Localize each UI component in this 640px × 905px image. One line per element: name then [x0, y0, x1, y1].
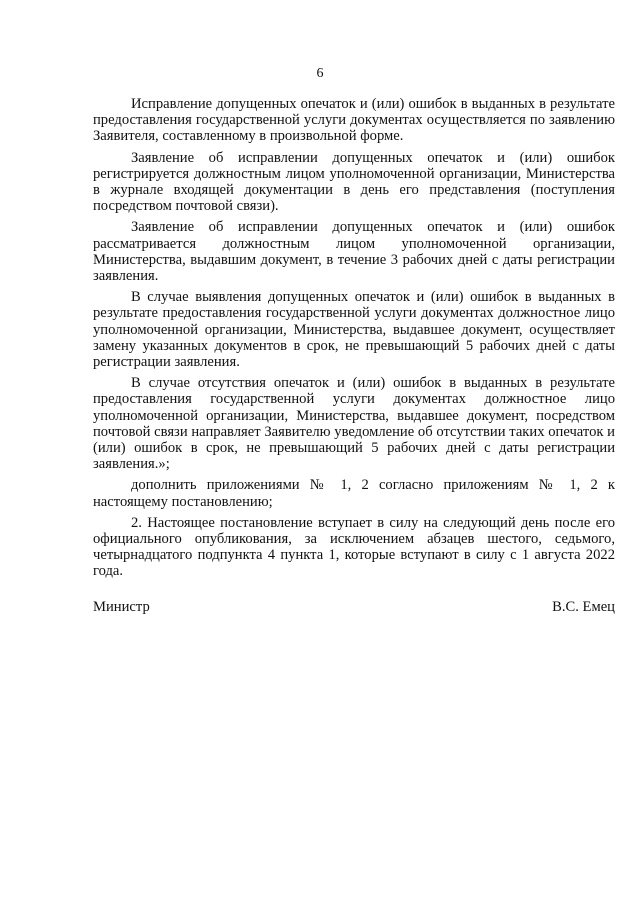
- paragraph-registration: Заявление об исправлении допущенных опечаток и (или) ошибок регистрируется должностным лицом уполномоченной организации, Министерства в журнале входящей документации в день его представления (поступления посредством почтовой связи).: [93, 149, 615, 215]
- signature-block: [93, 598, 615, 616]
- paragraph-review-period: Заявление об исправлении допущенных опечаток и (или) ошибок рассматривается должностным лицом уполномоченной организации, Министерства, выдавшим документ, в течение 3 рабочих дней с даты регистрации заявления.: [93, 219, 615, 285]
- paragraph-errors-found: В случае выявления допущенных опечаток и (или) ошибок в выданных в результате предоставления государственной услуги документах должностное лицо уполномоченной организации, Министерства, выдавшее документ, осуществляет замену указанных документов в срок, не превышающий 5 рабочих дней с даты регистрации заявления.: [93, 289, 615, 371]
- paragraph-corrections-basis: Исправление допущенных опечаток и (или) ошибок в выданных в результате предоставления государственной услуги документах осуществляется по заявлению Заявителя, составленному в произвольной форме.: [93, 96, 615, 145]
- document-body: [93, 96, 615, 585]
- page-number: 6: [316, 66, 324, 81]
- signatory-name: В.С. Емец: [552, 599, 615, 615]
- signatory-title: Министр: [93, 599, 150, 615]
- paragraph-no-errors: В случае отсутствия опечаток и (или) ошибок в выданных в результате предоставления государственной услуги документах должностное лицо уполномоченной организации, Министерства, выдавшее документ, посредством почтовой связи направляет Заявителю уведомление об отсутствии таких опечаток и (или) ошибок в срок, не превышающий 5 рабочих дней с даты регистрации заявления.»;: [93, 375, 615, 473]
- paragraph-effective-date: 2. Настоящее постановление вступает в силу на следующий день после его официального опубликования, за исключением абзацев шестого, седьмого, четырнадцатого подпункта 4 пункта 1, которые вступают в силу с 1 августа 2022 года.: [93, 514, 615, 580]
- paragraph-appendices: дополнить приложениями № 1, 2 согласно приложениям № 1, 2 к настоящему постановлению;: [93, 477, 615, 510]
